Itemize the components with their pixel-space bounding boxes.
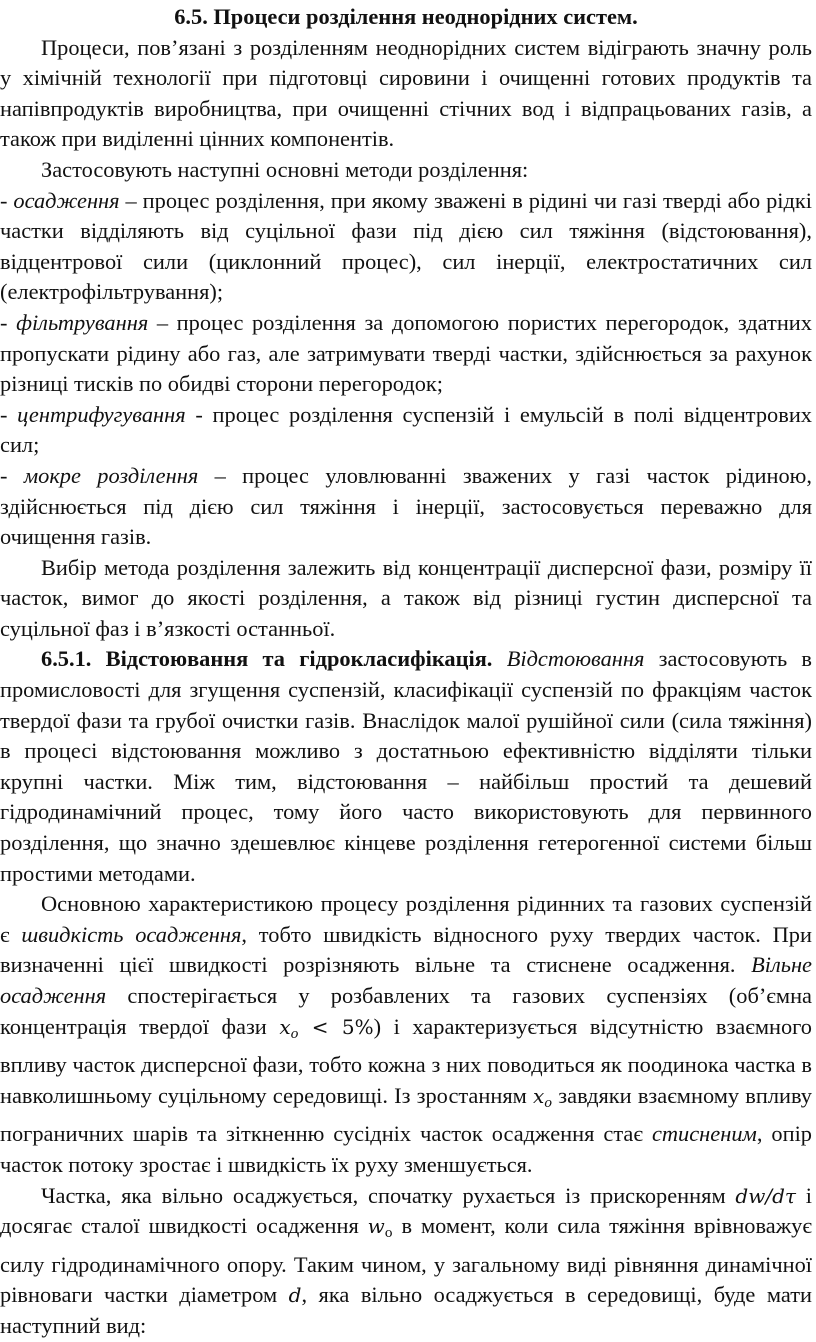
subsection-heading: 6.5.1. Відстоювання та гідрокласифікація. [41,646,493,672]
method-description: – процес уловлюванні зважених у газі часток рідиною, здійснюється під дією сил тяжіння і інерції, застосовується переважно для очищення газів. [0,462,812,550]
method-item-wet-separation [0,461,812,553]
term-free-settling: Вільне осадження [0,952,812,1008]
math-symbol: x [533,1083,545,1108]
method-description: - процес розділення суспензій і емульсій в полі відцентрових сил; [0,401,813,458]
settling-velocity-paragraph [0,889,812,1180]
method-item-filtration [0,308,812,400]
text-run: Основною характеристикою процесу розділення рідинних та газових суспензій є [0,891,812,947]
bullet-dash: - [0,309,17,335]
subsection-term: Відстоювання [506,646,645,672]
subsection-6-5-1 [0,644,812,889]
formula-x0-inline [533,1083,553,1111]
formula-x0 [279,1014,374,1042]
method-description: – процес розділення за допомогою пористих перегородок, здатних пропускати рідину або газ, але затримувати тверді частки, здійснюється за рахунок різниці тисків по обидві сторони перегородок; [0,309,812,397]
particle-equilibrium-paragraph [0,1181,812,1342]
method-term: фільтрування [16,309,149,335]
method-choice-paragraph: Вибір метода розділення залежить від концентрації дисперсної фази, розміру її часток, вимог до якості розділення, а також від різниці густин дисперсної та суцільної фаз і в’язкості останньої. [0,554,812,641]
term-hindered: стисненим [651,1121,757,1147]
method-term: осадження [13,187,120,213]
math-symbol: x [279,1014,291,1039]
formula-w0 [367,1214,393,1242]
text-run: в момент, коли сила тяжіння врівноважує силу гідродинамічного опору. Таким чином, у загальному виді рівняння динамічної рівноваги частки діаметром [0,1213,812,1308]
term-settling-velocity: швидкість осадження [21,921,242,947]
intro-paragraph: Процеси, пов’язані з розділенням неоднорідних систем відіграють значну роль у хімічній технології при підготовці сировини і очищенні готових продуктів та напівпродуктів виробництва, при очищенні стічних вод і відпрацьованих газів, а також при виділенні цінних компонентів. [0,34,812,152]
formula-diameter: d [288,1283,302,1308]
method-item-sedimentation [0,186,812,308]
text-run: і досягає сталої швидкості осадження [0,1182,812,1239]
math-subscript: o [384,1226,393,1242]
math-condition: < 5% [298,1014,374,1039]
method-description: – процес розділення, при якому зважені в рідині чи газі тверді або рідкі частки відділяють від суцільної фази під дією сил тяжіння (відстоювання), відцентрової сили (циклонний процес), сил інерції, електростатичних сил (електрофільтрування); [0,187,812,305]
text-run: ) і характеризується відсутністю взаємного впливу часток дисперсної фази, тобто кожна з них поводиться як поодинока частка в навколишньому суцільному середовищі. Із зростанням [0,1013,813,1108]
text-run: , тобто швидкість відносного руху твердих часток. При визначенні цієї швидкості розрізняють вільне та стиснене осадження. [0,921,812,978]
bullet-dash: - [0,462,24,488]
bullet-dash: - [0,187,14,213]
text-run: завдяки взаємному впливу пограничних шарів та зіткненню сусідніх часток осадження стає [0,1082,812,1147]
bullet-dash: - [0,401,18,427]
subsection-text: застосовують в промисловості для згущення суспензій, класифікації суспензій по фракціям часток твердої фази та грубої очистки газів. Внаслідок малої рушійної сили (сила тяжіння) в процесі відстоювання можливо з достатньою ефективністю відділяти тільки крупні частки. Між тим, відстоювання – найбільш простий та дешевий гідродинамічний процес, тому його часто використовують для первинного розділення, що значно здешевлює кінцеве розділення гетерогенної системи більш простими методами. [0,646,813,886]
method-item-centrifugation [0,400,812,461]
method-term: мокре розділення [23,462,199,488]
text-run: Частка, яка вільно осаджується, спочатку рухається із прискоренням [41,1182,736,1208]
math-subscript: o [290,1026,299,1042]
math-symbol: w [367,1214,385,1239]
formula-acceleration: dw/dτ [735,1183,796,1208]
method-term: центрифугування [17,401,186,427]
math-subscript: o [544,1095,553,1111]
methods-intro: Застосовують наступні основні методи розділення: [41,156,529,182]
text-run: , опір часток потоку зростає і швидкість їх руху зменшується. [0,1121,812,1177]
text-run: , яка вільно осаджується в середовищі, буде мати наступний вид: [0,1282,812,1338]
text-run: спостерігається у розбавлених та газових суспензіях (об’ємна концентрація твердої фази [0,983,812,1039]
section-title: 6.5. Процеси розділення неоднорідних систем. [174,4,638,29]
